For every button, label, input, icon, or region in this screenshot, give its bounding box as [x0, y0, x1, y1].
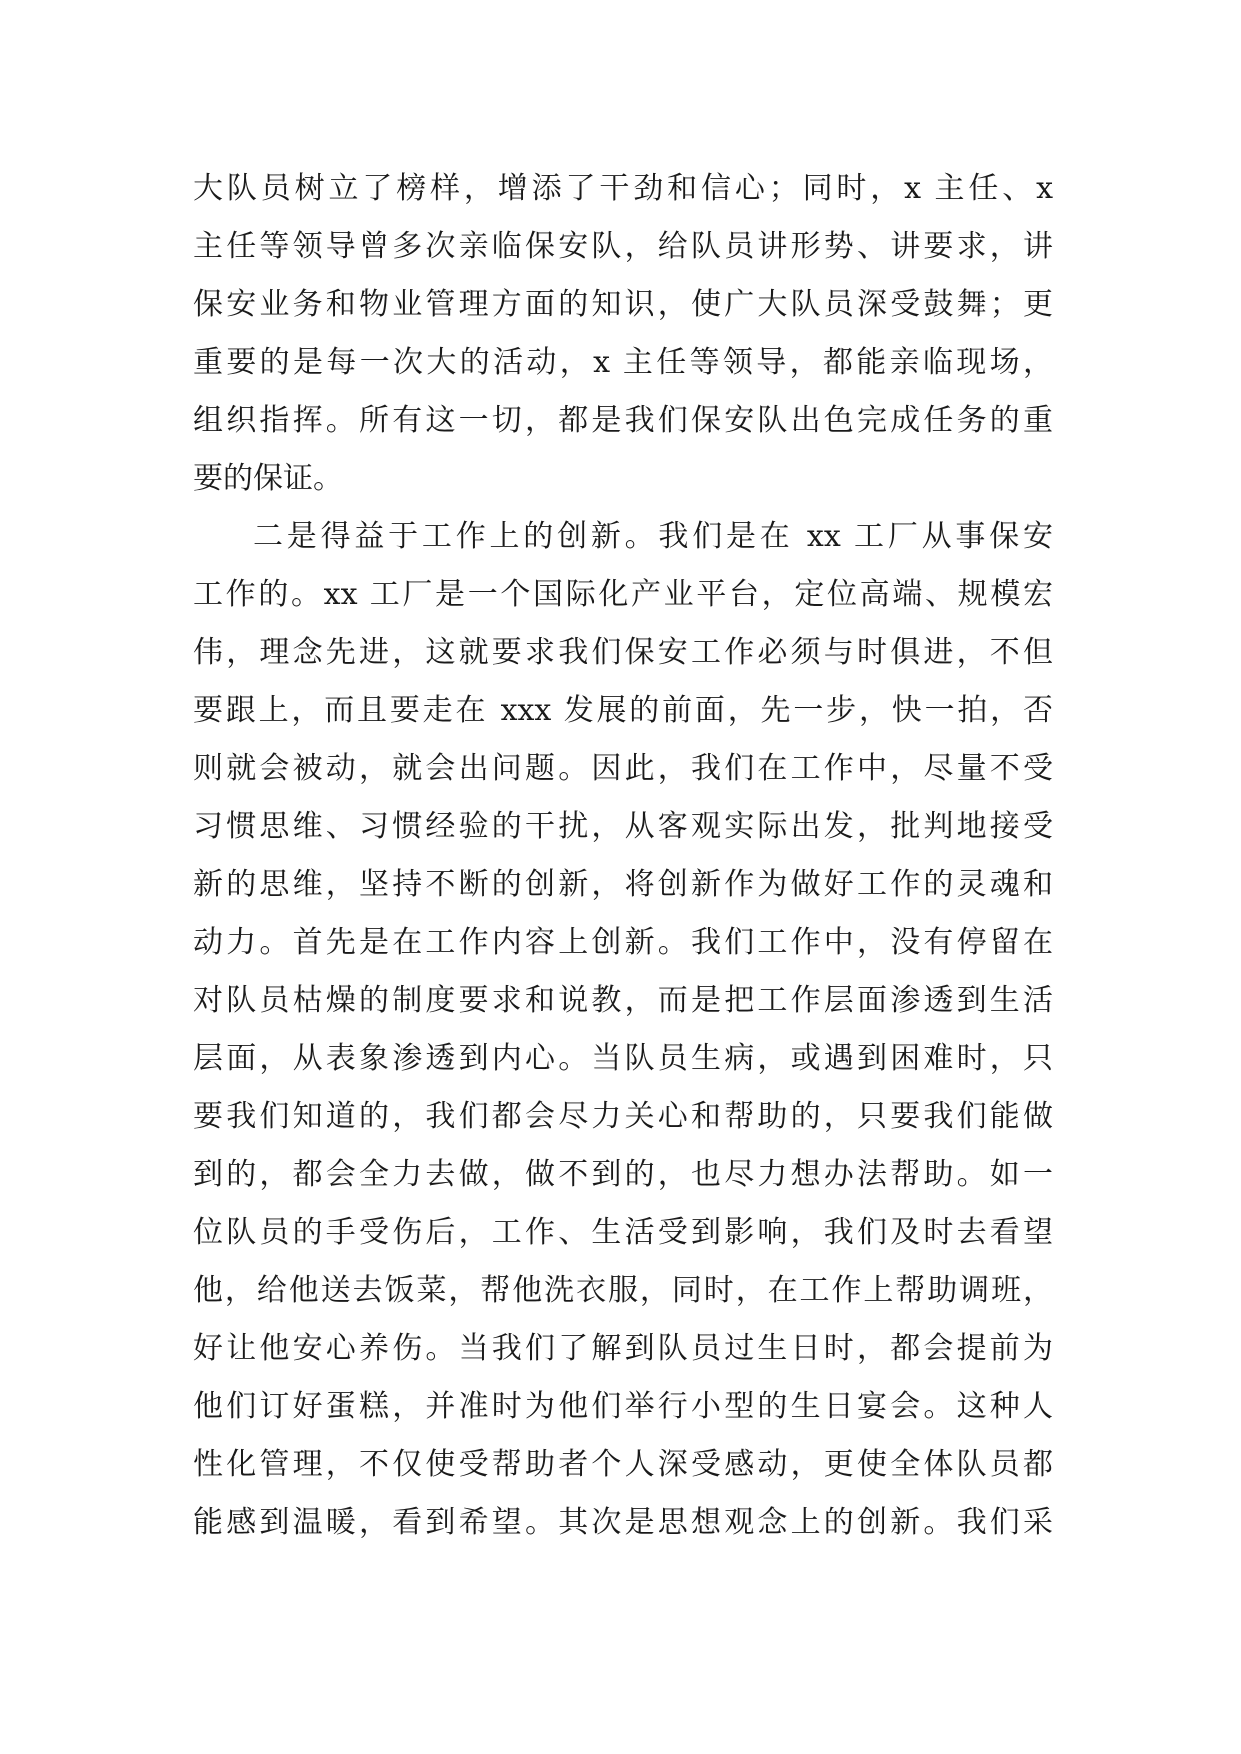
- text-line: 习惯思维、习惯经验的干扰，从客观实际出发，批判地接受: [193, 809, 1053, 844]
- text-line: 伟，理念先进，这就要求我们保安工作必须与时俱进，不但: [193, 635, 1053, 670]
- text-line: 重要的是每一次大的活动，x 主任等领导，都能亲临现场，: [193, 345, 1053, 380]
- text-line: 保安业务和物业管理方面的知识，使广大队员深受鼓舞；更: [193, 287, 1053, 322]
- text-line: 动力。首先是在工作内容上创新。我们工作中，没有停留在: [193, 925, 1053, 960]
- text-line: 二是得益于工作上的创新。我们是在 xx 工厂从事保安: [253, 519, 1053, 554]
- text-line: 要的保证。: [193, 461, 343, 496]
- text-line: 主任等领导曾多次亲临保安队，给队员讲形势、讲要求，讲: [193, 229, 1053, 264]
- text-line: 位队员的手受伤后，工作、生活受到影响，我们及时去看望: [193, 1215, 1053, 1250]
- text-line: 到的，都会全力去做，做不到的，也尽力想办法帮助。如一: [193, 1157, 1053, 1192]
- text-line: 组织指挥。所有这一切，都是我们保安队出色完成任务的重: [193, 403, 1053, 438]
- body-text: [193, 160, 1053, 1552]
- text-line: 他，给他送去饭菜，帮他洗衣服，同时，在工作上帮助调班，: [193, 1273, 1053, 1308]
- text-line: 层面，从表象渗透到内心。当队员生病，或遇到困难时，只: [193, 1041, 1053, 1076]
- text-line: 对队员枯燥的制度要求和说教，而是把工作层面渗透到生活: [193, 983, 1053, 1018]
- text-line: 大队员树立了榜样，增添了干劲和信心；同时，x 主任、x: [193, 171, 1053, 206]
- text-line: 要跟上，而且要走在 xxx 发展的前面，先一步，快一拍，否: [193, 693, 1053, 728]
- text-line: 性化管理，不仅使受帮助者个人深受感动，更使全体队员都: [193, 1447, 1053, 1482]
- text-line: 工作的。xx 工厂是一个国际化产业平台，定位高端、规模宏: [193, 577, 1053, 612]
- text-line: 好让他安心养伤。当我们了解到队员过生日时，都会提前为: [193, 1331, 1053, 1366]
- text-line: 新的思维，坚持不断的创新，将创新作为做好工作的灵魂和: [193, 867, 1053, 902]
- text-line: 要我们知道的，我们都会尽力关心和帮助的，只要我们能做: [193, 1099, 1053, 1134]
- text-line: 则就会被动，就会出问题。因此，我们在工作中，尽量不受: [193, 751, 1053, 786]
- text-line: 能感到温暖，看到希望。其次是思想观念上的创新。我们采: [193, 1505, 1053, 1540]
- text-line: 他们订好蛋糕，并准时为他们举行小型的生日宴会。这种人: [193, 1389, 1053, 1424]
